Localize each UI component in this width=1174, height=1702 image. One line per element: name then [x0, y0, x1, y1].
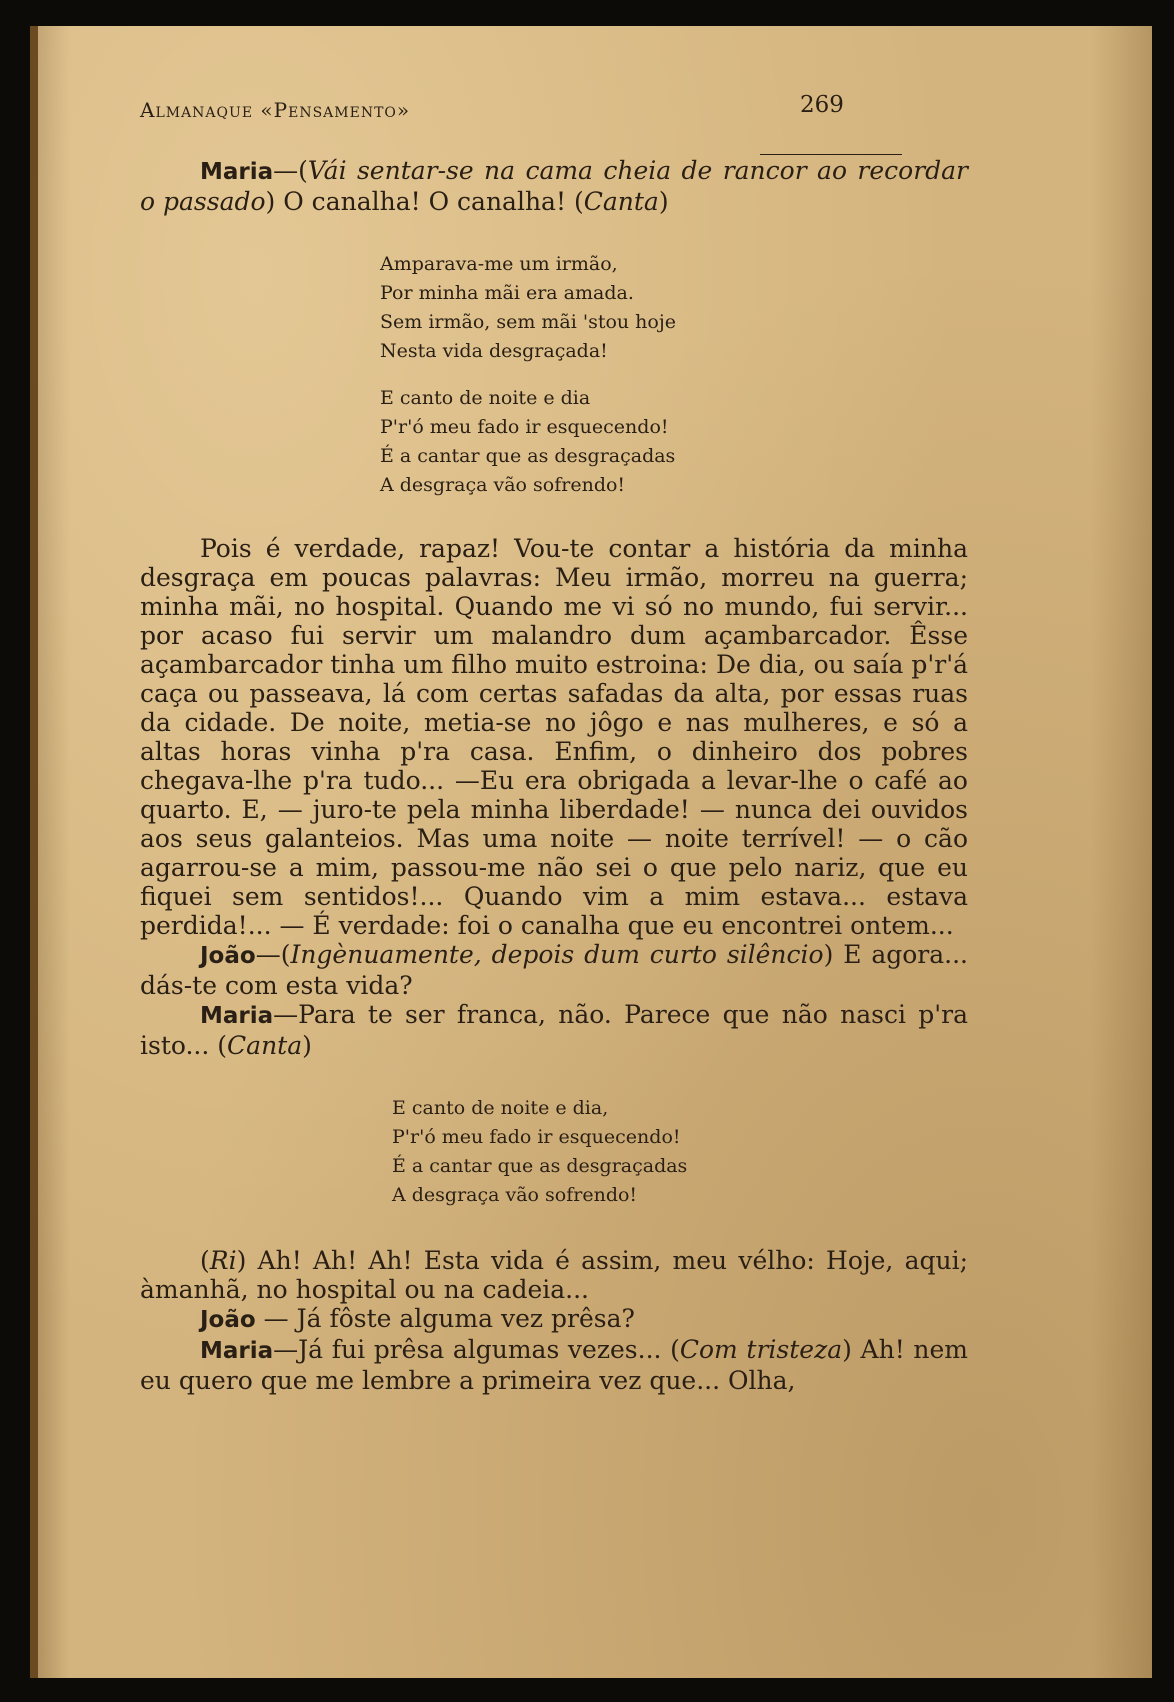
joao-line-1: João—(Ingènuamente, depois dum curto silêncio) E agora... dás-te com esta vida? — [140, 940, 968, 1000]
maria-monologue: Pois é verdade, rapaz! Vou-te contar a história da minha desgraça em poucas palavras: Meu irmão, morreu na guerra; minha mãi, no hospital. Quando me vi só no mundo, fui servir... por acaso fui servir um malandro dum açambarcador. Êsse açambarcador tinha um filho muito estroina: De dia, ou saía p'r'á caça ou passeava, lá com certas safadas da alta, por essas ruas da cidade. De noite, metia-se no jôgo e nas mulheres, e só a altas horas vinha p'ra casa. Enfim, o dinheiro dos pobres chegava-lhe p'ra tudo... —Eu era obrigada a levar-lhe o café ao quarto. E, — juro-te pela minha liberdade! — nunca dei ouvidos aos seus galanteios. Mas uma noite — noite terrível! — o cão agarrou-se a mim, passou-me não sei o que pelo nariz, que eu fiquei sem sentidos!... Quando vim a mim estava... estava perdida!... — É verdade: foi o canalha que eu encontrei ontem... — [140, 534, 968, 940]
verse-line: Sem irmão, sem mãi 'stou hoje — [380, 311, 676, 333]
verse-line: E canto de noite e dia — [380, 387, 591, 409]
speech: Para te ser franca, não. Parece que não nasci p'ra isto... — [140, 1000, 968, 1060]
book-page — [30, 26, 1152, 1678]
page-header — [140, 70, 920, 122]
verse-line: Por minha mãi era amada. — [380, 282, 634, 304]
verse-line: A desgraça vão sofrendo! — [380, 474, 626, 496]
speech: Já fôste alguma vez prêsa? — [296, 1304, 635, 1333]
page-number: 269 — [800, 92, 844, 118]
verse-line: É a cantar que as desgraçadas — [380, 445, 676, 467]
speaker-maria: Maria — [200, 159, 274, 185]
running-head: Almanaque «Pensamento» — [140, 98, 411, 122]
stage-direction: Com tristeza — [679, 1335, 843, 1364]
page-body — [140, 156, 968, 1395]
header-rule — [760, 154, 902, 155]
joao-line-2: João — Já fôste alguma vez prêsa? — [200, 1304, 635, 1333]
verse-line: É a cantar que as desgraçadas — [392, 1155, 688, 1177]
stage-direction: Ri — [209, 1246, 237, 1275]
stage-cue: Canta — [583, 187, 659, 216]
verse-line: P'r'ó meu fado ir esquecendo! — [392, 1126, 681, 1148]
verse-stanza-2 — [380, 384, 968, 500]
verse-line: E canto de noite e dia, — [392, 1097, 609, 1119]
speech: Já fui prêsa algumas vezes... — [298, 1335, 671, 1364]
speaker-joao: João — [200, 1307, 256, 1333]
verse-stanza-3 — [392, 1094, 968, 1210]
page-binding-edge — [30, 26, 38, 1678]
maria-line-2: Maria—Para te ser franca, não. Parece que não nasci p'ra isto... (Canta) — [140, 1000, 968, 1060]
speech: E agora... dás-te com esta vida? — [140, 940, 968, 1000]
speech: O canalha! O canalha! — [275, 187, 574, 216]
stage-cue: Canta — [227, 1031, 303, 1060]
maria-line-3: Maria—Já fui prêsa algumas vezes... (Com tristeza) Ah! nem eu quero que me lembre a primeira vez que... Olha, — [140, 1335, 968, 1395]
verse-stanza-1 — [380, 250, 968, 366]
speaker-maria: Maria — [200, 1003, 274, 1029]
speaker-maria: Maria — [200, 1338, 274, 1364]
speaker-joao: João — [200, 943, 256, 969]
verse-line: P'r'ó meu fado ir esquecendo! — [380, 416, 669, 438]
speech: Ah! nem eu quero que me lembre a primeira vez que... Olha, — [140, 1335, 968, 1395]
maria-laugh-line: (Ri) Ah! Ah! Ah! Esta vida é assim, meu vélho: Hoje, aqui; àmanhã, no hospital ou na cadeia... — [140, 1246, 968, 1304]
verse-line: A desgraça vão sofrendo! — [392, 1184, 638, 1206]
verse-line: Nesta vida desgraçada! — [380, 340, 608, 362]
verse-line: Amparava-me um irmão, — [380, 253, 618, 275]
stage-direction: Ingènuamente, depois dum curto silêncio — [290, 940, 824, 969]
speech: Ah! Ah! Ah! Esta vida é assim, meu vélho: Hoje, aqui; àmanhã, no hospital ou na cadeia... — [140, 1246, 968, 1304]
maria-intro-line: Maria—(Vái sentar-se na cama cheia de rancor ao recordar o passado) O canalha! O canalha! (Canta) — [140, 156, 968, 216]
stage-direction: Vái sentar-se na cama cheia de rancor ao recordar o passado — [140, 156, 968, 216]
